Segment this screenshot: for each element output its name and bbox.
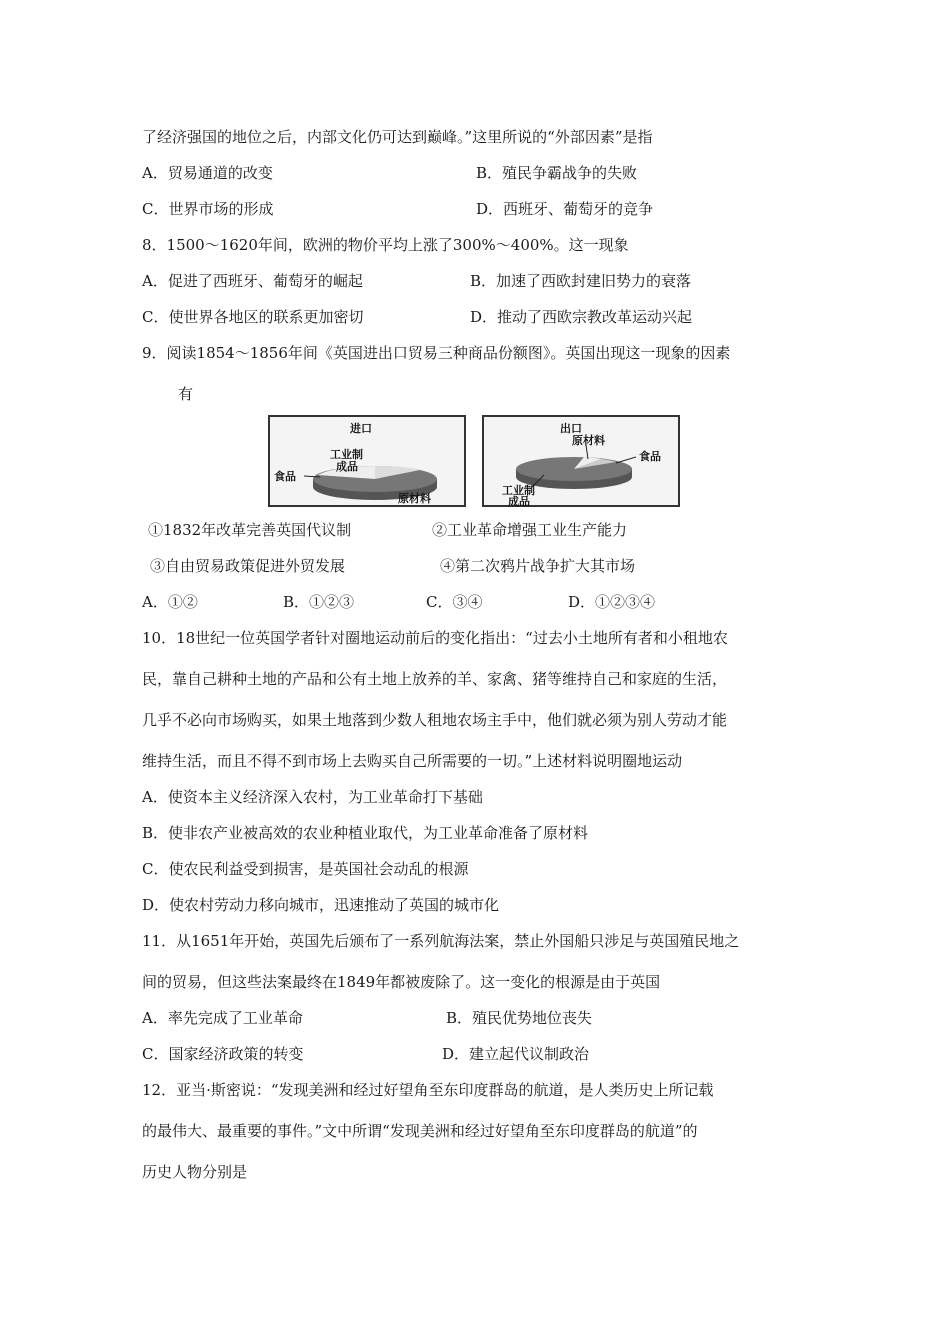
q7-option-c: C．世界市场的形成 [142,200,274,218]
q9-option-c: C．③④ [426,593,483,611]
q10-stem-4: 维持生活，而且不得不到市场上去购买自己所需要的一切。”上述材料说明圈地运动 [142,752,683,770]
q11-option-b: B．殖民优势地位丧失 [446,1009,593,1027]
export-label-raw: 原材料 [572,434,605,447]
q10-option-a: A．使资本主义经济深入农村，为工业革命打下基础 [142,788,483,806]
q9-statement-2: ②工业革命增强工业生产能力 [432,521,628,539]
q8-option-c: C．使世界各地区的联系更加密切 [142,308,364,326]
q9-option-a: A．①② [142,593,198,611]
q11-option-d: D．建立起代议制政治 [442,1045,590,1063]
q7-option-a: A．贸易通道的改变 [142,164,273,182]
q7-option-d: D．西班牙、葡萄牙的竞争 [476,200,654,218]
q9-statement-1: ①1832年改革完善英国代议制 [148,521,352,539]
export-food-leader [616,457,636,463]
q10-stem-1: 10．18世纪一位英国学者针对圈地运动前后的变化指出：“过去小土地所有者和小租地农 [142,629,728,647]
q9-statement-3: ③自由贸易政策促进外贸发展 [150,557,346,575]
q9-statement-4: ④第二次鸦片战争扩大其市场 [440,557,636,575]
import-label-raw: 原材料 [398,492,431,505]
q8-stem: 8．1500～1620年间，欧洲的物价平均上涨了300%～400%。这一现象 [142,236,629,254]
q11-stem-2: 间的贸易，但这些法案最终在1849年都被废除了。这一变化的根源是由于英国 [142,973,661,991]
q12-stem-1: 12．亚当·斯密说：“发现美洲和经过好望角至东印度群岛的航道，是人类历史上所记载 [142,1081,714,1099]
q7-stem-end: 了经济强国的地位之后，内部文化仍可达到巅峰。”这里所说的“外部因素”是指 [142,128,653,146]
import-label-manufactured-1: 工业制 [330,448,363,461]
q10-stem-2: 民，靠自己耕种土地的产品和公有土地上放养的羊、家禽、猪等维持自己和家庭的生活， [142,670,728,688]
q8-option-d: D．推动了西欧宗教改革运动兴起 [470,308,693,326]
q9-option-b: B．①②③ [283,593,355,611]
export-title: 出口 [560,422,582,435]
export-raw-leader [586,445,588,459]
export-label-manufactured-1: 工业制 [502,484,535,497]
q10-option-b: B．使非农产业被高效的农业种植业取代，为工业革命准备了原材料 [142,824,589,842]
q8-option-a: A．促进了西班牙、葡萄牙的崛起 [142,272,363,290]
import-panel [268,415,466,507]
export-label-manufactured-2: 成品 [508,495,530,508]
import-title: 进口 [350,422,372,435]
q9-stem: 9．阅读1854～1856年间《英国进出口贸易三种商品份额图》。英国出现这一现象的因素 [142,344,731,362]
import-label-food: 食品 [274,470,296,483]
import-label-manufactured-2: 成品 [336,460,358,473]
trade-share-figure [268,415,682,509]
q9-option-d: D．①②③④ [568,593,656,611]
q7-option-b: B．殖民争霸战争的失败 [476,164,638,182]
q12-stem-3: 历史人物分别是 [142,1163,248,1181]
q10-option-d: D．使农村劳动力移向城市，迅速推动了英国的城市化 [142,896,500,914]
q12-stem-2: 的最伟大、最重要的事件。”文中所谓“发现美洲和经过好望角至东印度群岛的航道”的 [142,1122,698,1140]
export-panel [482,415,680,507]
q11-stem-1: 11．从1651年开始，英国先后颁布了一系列航海法案，禁止外国船只涉足与英国殖民地之 [142,932,740,950]
export-label-food: 食品 [639,450,661,463]
q9-stem-cont: 有 [178,385,194,403]
q11-option-a: A．率先完成了工业革命 [142,1009,303,1027]
q8-option-b: B．加速了西欧封建旧势力的衰落 [470,272,692,290]
q10-option-c: C．使农民利益受到损害，是英国社会动乱的根源 [142,860,469,878]
q11-option-c: C．国家经济政策的转变 [142,1045,304,1063]
q10-stem-3: 几乎不必向市场购买，如果土地落到少数人租地农场主手中，他们就必须为别人劳动才能 [142,711,728,729]
